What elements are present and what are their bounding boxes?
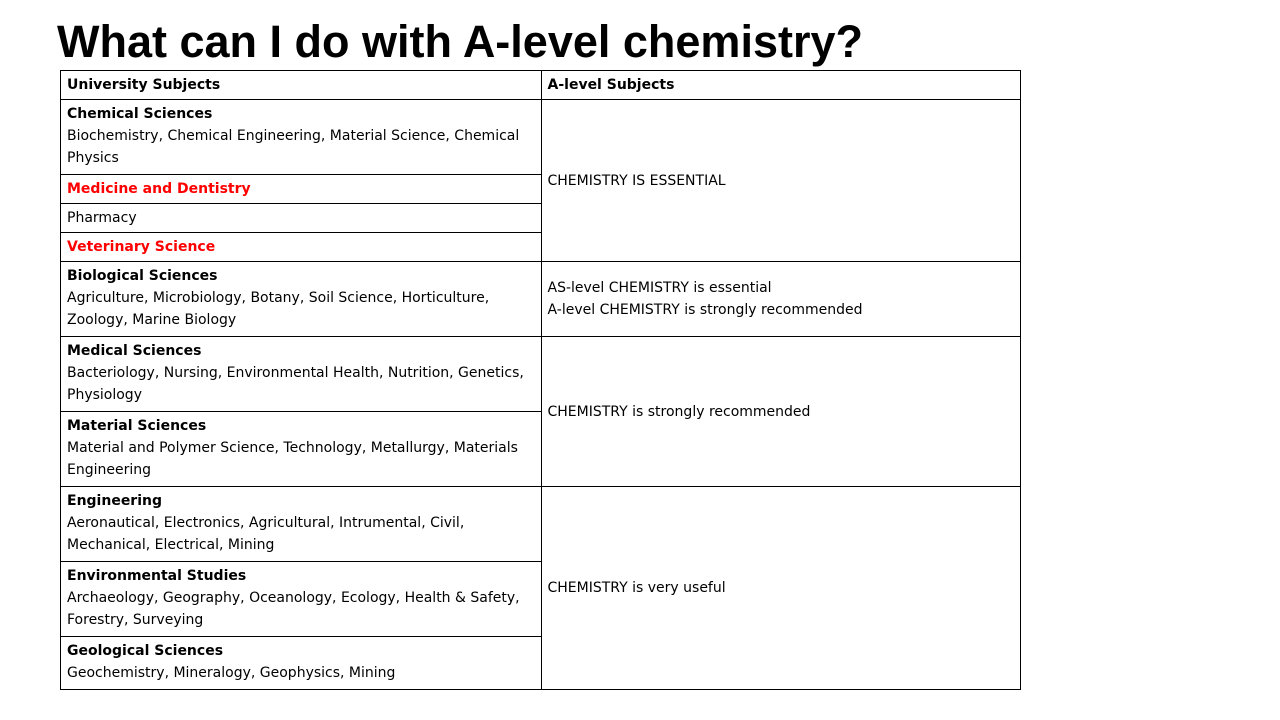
subject-details: Aeronautical, Electronics, Agricultural, Intrumental, Civil, Mechanical, Electrical, Mining bbox=[67, 515, 465, 553]
university-subject-cell bbox=[61, 175, 542, 204]
requirement-line: A-level CHEMISTRY is strongly recommended bbox=[547, 302, 863, 318]
requirement-cell-essential: CHEMISTRY IS ESSENTIAL bbox=[541, 100, 1021, 262]
university-subject-cell bbox=[61, 100, 542, 175]
subject-heading: Medical Sciences bbox=[67, 343, 202, 359]
subject-details: Biochemistry, Chemical Engineering, Material Science, Chemical Physics bbox=[67, 128, 520, 166]
requirement-line: AS-level CHEMISTRY is essential bbox=[547, 280, 772, 296]
university-subject-cell bbox=[61, 337, 542, 412]
requirement-cell-very-useful: CHEMISTRY is very useful bbox=[541, 487, 1021, 690]
university-subject-cell bbox=[61, 262, 542, 337]
subject-heading: Material Sciences bbox=[67, 418, 207, 434]
subjects-table bbox=[60, 70, 1021, 690]
university-subject-cell bbox=[61, 487, 542, 562]
table-header-row bbox=[61, 71, 1021, 100]
subject-heading: Chemical Sciences bbox=[67, 106, 213, 122]
table-row bbox=[61, 487, 1021, 562]
university-subject-cell bbox=[61, 637, 542, 690]
subject-heading: Geological Sciences bbox=[67, 643, 224, 659]
subject-details: Bacteriology, Nursing, Environmental Health, Nutrition, Genetics, Physiology bbox=[67, 365, 524, 403]
university-subject-cell bbox=[61, 412, 542, 487]
header-alevel-subjects: A-level Subjects bbox=[541, 71, 1021, 100]
requirement-cell-strongly-recommended: CHEMISTRY is strongly recommended bbox=[541, 337, 1021, 487]
subject-details: Agriculture, Microbiology, Botany, Soil Science, Horticulture, Zoology, Marine Biology bbox=[67, 290, 490, 328]
requirement-cell-biological bbox=[541, 262, 1021, 337]
subject-heading: Engineering bbox=[67, 493, 162, 509]
subject-heading-highlighted: Veterinary Science bbox=[67, 239, 216, 255]
table-row bbox=[61, 100, 1021, 175]
university-subject-cell bbox=[61, 204, 542, 233]
subject-details: Material and Polymer Science, Technology, Metallurgy, Materials Engineering bbox=[67, 440, 518, 478]
table-row bbox=[61, 262, 1021, 337]
subject-details: Archaeology, Geography, Oceanology, Ecology, Health & Safety, Forestry, Surveying bbox=[67, 590, 520, 628]
page-title: What can I do with A-level chemistry? bbox=[57, 16, 863, 67]
university-subject-cell bbox=[61, 562, 542, 637]
table-row bbox=[61, 337, 1021, 412]
university-subject-cell bbox=[61, 233, 542, 262]
subject-heading: Environmental Studies bbox=[67, 568, 247, 584]
subject-details: Geochemistry, Mineralogy, Geophysics, Mining bbox=[67, 665, 396, 681]
header-university-subjects: University Subjects bbox=[61, 71, 542, 100]
subject-heading: Pharmacy bbox=[67, 210, 137, 226]
subject-heading: Biological Sciences bbox=[67, 268, 218, 284]
subject-heading-highlighted: Medicine and Dentistry bbox=[67, 181, 251, 197]
